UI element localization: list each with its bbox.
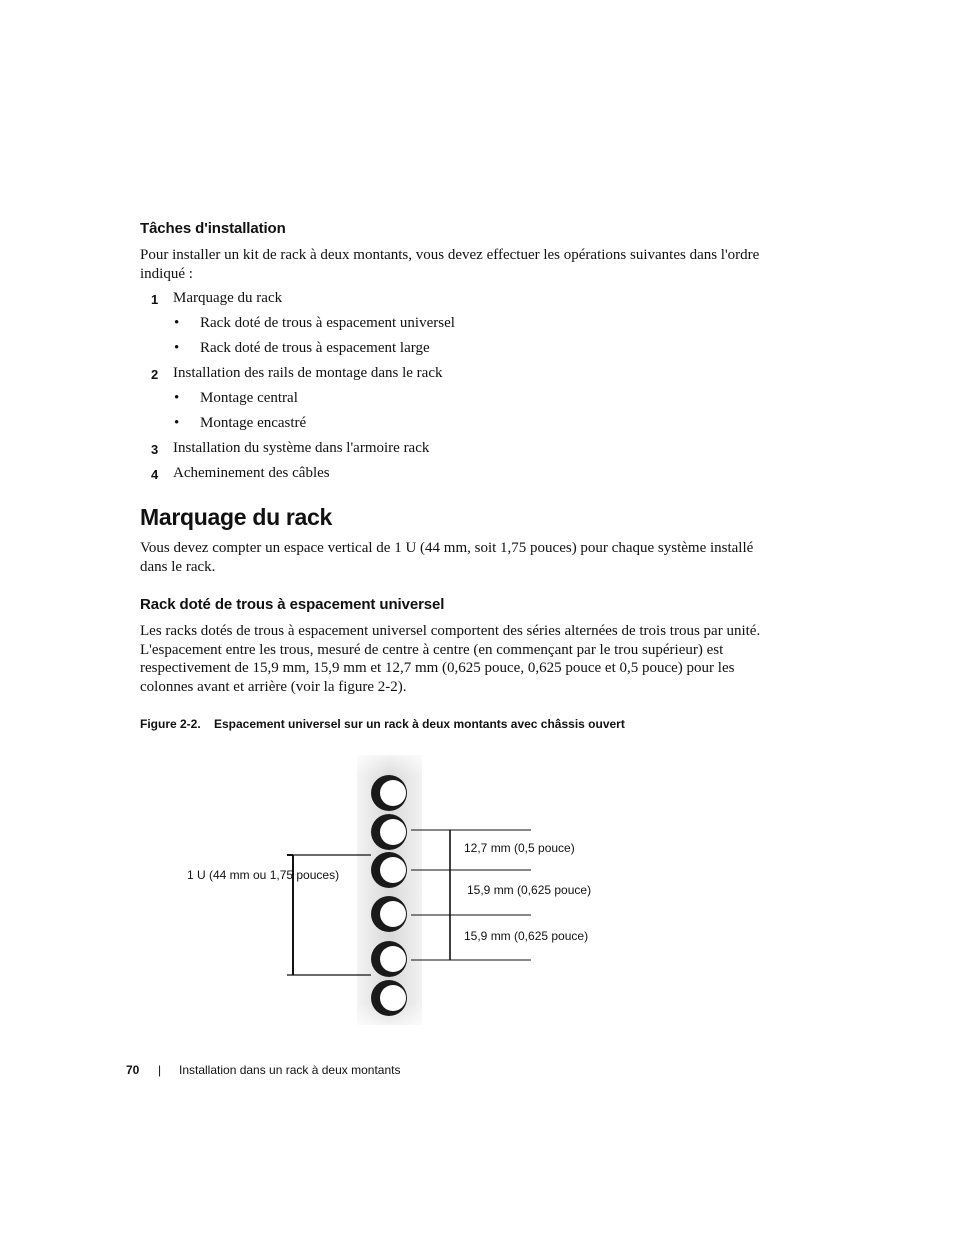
section-title: Tâches d'installation [140, 220, 286, 237]
footer-separator: | [158, 1063, 162, 1077]
step-label: Installation des rails de montage dans le rack [173, 365, 443, 381]
rack-hole [371, 775, 407, 811]
step-number: 4 [151, 467, 159, 482]
rack-hole [371, 814, 407, 850]
universel-line-2: L'espacement entre les trous, mesuré de centre à centre (en commençant par le trou supérieur) est [140, 642, 724, 658]
bullet-item: Montage central [200, 390, 298, 406]
intro-line-1: Pour installer un kit de rack à deux montants, vous devez effectuer les opérations suivantes dans l'ordre [140, 247, 760, 263]
step-label: Acheminement des câbles [173, 465, 330, 481]
rack-hole [371, 852, 407, 888]
figure-title: Espacement universel sur un rack à deux montants avec châssis ouvert [214, 717, 625, 731]
rack-hole [371, 941, 407, 977]
bullet-symbol: • [174, 340, 180, 356]
figure-number: Figure 2-2. [140, 717, 201, 731]
universel-line-3: respectivement de 15,9 mm, 15,9 mm et 12,7 mm (0,625 pouce, 0,625 pouce et 0,5 pouce) pour les [140, 660, 735, 676]
page-number: 70 [126, 1063, 140, 1077]
subsection-heading: Rack doté de trous à espacement universel [140, 596, 445, 613]
step-number: 2 [151, 367, 159, 382]
rack-hole [371, 980, 407, 1016]
bullet-item: Rack doté de trous à espacement universel [200, 315, 455, 331]
label-spacing-159: 15,9 mm (0,625 pouce) [467, 883, 592, 897]
rack-hole [371, 896, 407, 932]
intro-line-2: indiqué : [140, 266, 193, 282]
bullet-symbol: • [174, 315, 180, 331]
bullet-item: Rack doté de trous à espacement large [200, 340, 430, 356]
step-number: 3 [151, 442, 159, 457]
step-number: 1 [151, 292, 159, 307]
universel-line-1: Les racks dotés de trous à espacement universel comportent des séries alternées de trois trous par unité. [140, 623, 761, 639]
page-heading: Marquage du rack [140, 504, 333, 530]
bullet-symbol: • [174, 415, 180, 431]
bullet-item: Montage encastré [200, 415, 307, 431]
step-label: Installation du système dans l'armoire rack [173, 440, 430, 456]
bullet-symbol: • [174, 390, 180, 406]
step-label: Marquage du rack [173, 290, 283, 306]
footer-chapter: Installation dans un rack à deux montants [179, 1063, 401, 1077]
label-spacing-159: 15,9 mm (0,625 pouce) [464, 929, 589, 943]
marquage-line-1: Vous devez compter un espace vertical de 1 U (44 mm, soit 1,75 pouces) pour chaque système installé [140, 540, 754, 556]
universel-line-4: colonnes avant et arrière (voir la figure 2-2). [140, 679, 407, 695]
label-one-u: 1 U (44 mm ou 1,75 pouces) [187, 868, 340, 882]
label-spacing-127: 12,7 mm (0,5 pouce) [464, 841, 575, 855]
marquage-line-2: dans le rack. [140, 559, 216, 575]
